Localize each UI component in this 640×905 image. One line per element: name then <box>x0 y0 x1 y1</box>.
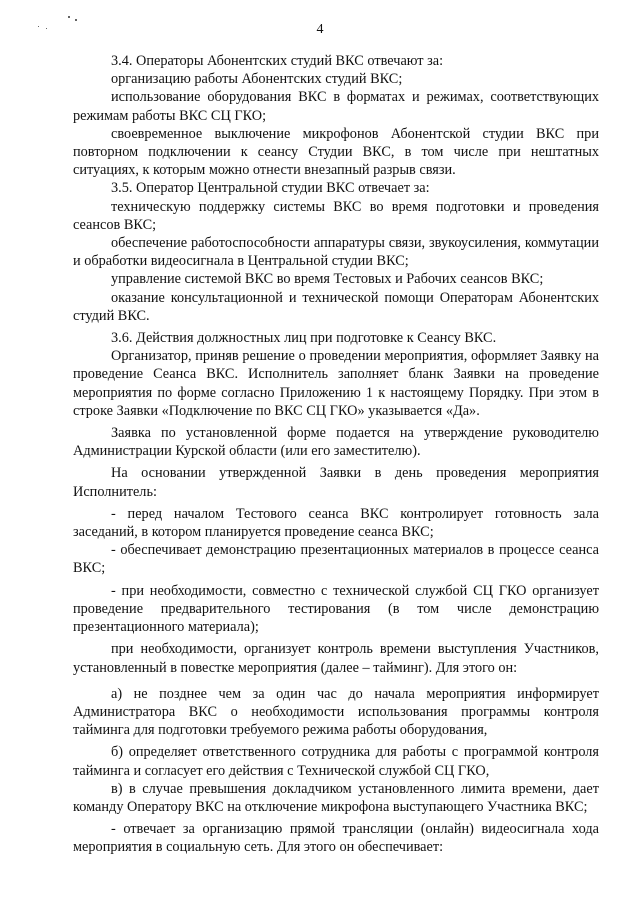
section-3-4-heading: 3.4. Операторы Абонентских студий ВКС отвечают за: <box>111 53 444 69</box>
page-number: 4 <box>316 22 324 37</box>
paragraph: оказание консультационной и технической помощи Операторам Абонентских студий ВКС. <box>73 289 599 324</box>
list-item: - обеспечивает демонстрацию презентационных материалов в процессе сеанса ВКС; <box>73 542 599 577</box>
paragraph: своевременное выключение микрофонов Абонентской студии ВКС при повторном подключении к сеансу Студии ВКС, в том числе при нештатных ситуациях, к которым можно отнести внезапный разрыв связи. <box>73 125 599 179</box>
paragraph: Организатор, приняв решение о проведении мероприятия, оформляет Заявку на проведение Сеанса ВКС. Исполнитель заполняет бланк Заявки на проведение мероприятия по форме согласно Приложению 1 к настоящему Порядку. При этом в строке Заявки «Подключение по ВКС СЦ ГКО» указывается «Да». <box>73 348 599 419</box>
list-item: - при необходимости, совместно с технической службой СЦ ГКО организует проведение предварительного тестирования (в том числе демонстрацию презентационного материала); <box>73 582 599 636</box>
list-item: при необходимости, организует контроль времени выступления Участников, установленный в повестке мероприятия (далее – тайминг). Для этого он: <box>73 641 599 676</box>
list-item: а) не позднее чем за один час до начала мероприятия информирует Администратора ВКС о необходимости использования программы контроля тайминга для подготовки требуемого режима работы оборудования, <box>73 685 599 739</box>
list-item: в) в случае превышения докладчиком установленного лимита времени, дает команду Оператору ВКС на отключение микрофона выступающего Участника ВКС; <box>73 780 599 815</box>
paragraph: На основании утвержденной Заявки в день проведения мероприятия Исполнитель: <box>73 465 599 500</box>
paragraph: обеспечение работоспособности аппаратуры связи, звукоусиления, коммутации и обработки видеосигнала в Центральной студии ВКС; <box>73 235 599 270</box>
paragraph: управление системой ВКС во время Тестовых и Рабочих сеансов ВКС; <box>111 271 544 288</box>
list-item: - отвечает за организацию прямой трансляции (онлайн) видеосигнала хода мероприятия в социальную сеть. Для этого он обеспечивает: <box>73 821 599 856</box>
list-item: б) определяет ответственного сотрудника для работы с программой контроля тайминга и согласует его действия с Технической службой СЦ ГКО, <box>73 744 599 779</box>
list-item: - перед началом Тестового сеанса ВКС контролирует готовность зала заседаний, в котором планируется проведение сеанса ВКС; <box>73 505 599 541</box>
paragraph: использование оборудования ВКС в форматах и режимах, соответствующих режимам работы ВКС СЦ ГКО; <box>73 89 599 124</box>
document-body <box>73 52 599 857</box>
paragraph: Заявка по установленной форме подается на утверждение руководителю Администрации Курской области (или его заместителю). <box>73 425 599 460</box>
paragraph: техническую поддержку системы ВКС во время подготовки и проведения сеансов ВКС; <box>73 198 599 233</box>
section-3-5-heading: 3.5. Оператор Центральной студии ВКС отвечает за: <box>111 180 430 197</box>
section-3-6-heading: 3.6. Действия должностных лиц при подготовке к Сеансу ВКС. <box>111 330 497 347</box>
paragraph: организацию работы Абонентских студий ВКС; <box>111 71 403 88</box>
